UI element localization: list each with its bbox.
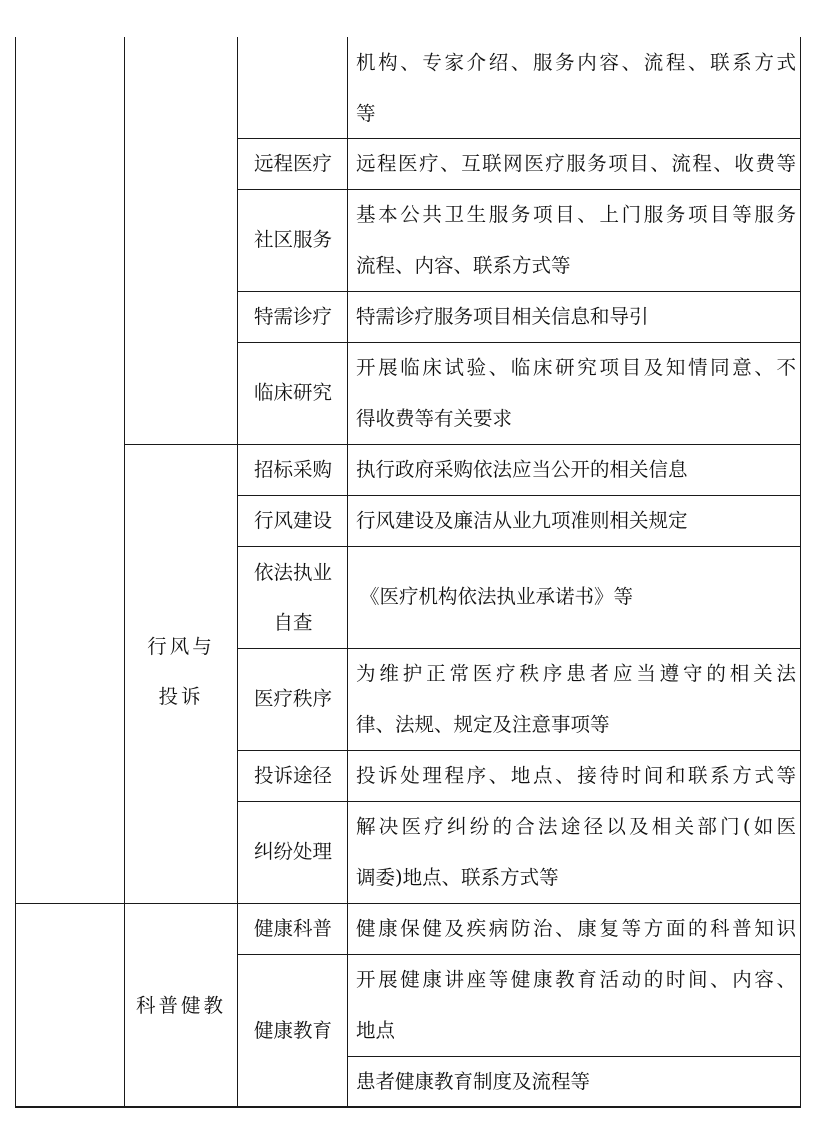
row-item: 健康科普 [253,917,332,940]
row-item [238,548,348,648]
row-item-line: 依法执业 [253,561,332,584]
content-line: 《医疗机构依法执业承诺书》等 [360,585,634,608]
content-line: 得收费等有关要求 [356,407,513,430]
row-item: 临床研究 [253,381,332,404]
row-content [356,291,796,342]
content-line: 律、法规、规定及注意事项等 [356,713,610,736]
content-line: 开展临床试验、临床研究项目及知情同意、不 [356,356,796,379]
row-content [356,801,796,903]
content-line: 机构、专家介绍、服务内容、流程、联系方式 [356,51,796,74]
group-label-line: 行风与 [147,635,215,658]
row-content [356,750,796,801]
row-content [356,342,796,444]
content-line: 健康保健及疾病防治、康复等方面的科普知识 [356,917,796,940]
row-content [356,444,796,495]
row-content [356,954,796,1056]
row-item: 投诉途径 [253,764,332,787]
table-border-right [800,37,801,1108]
row-item: 医疗秩序 [253,687,332,710]
content-line: 特需诊疗服务项目相关信息和导引 [356,305,649,328]
row-item: 纠纷处理 [253,840,332,863]
row-content [356,138,796,189]
row-content [356,1056,796,1107]
row-content [356,37,796,139]
row-content [356,189,796,291]
row-item: 招标采购 [253,458,332,481]
group-label-science: 科普健教 [135,994,226,1017]
content-line: 患者健康教育制度及流程等 [356,1070,591,1093]
table-divider-col1 [124,37,125,1108]
content-line: 行风建设及廉洁从业九项准则相关规定 [356,509,688,532]
content-line: 等 [356,102,376,125]
row-item: 特需诊疗 [253,305,332,328]
content-line: 解决医疗纠纷的合法途径以及相关部门(如医 [356,815,796,838]
content-line: 执行政府采购依法应当公开的相关信息 [356,458,688,481]
content-line: 远程医疗、互联网医疗服务项目、流程、收费等 [356,152,796,175]
content-line: 流程、内容、联系方式等 [356,254,571,277]
row-item: 行风建设 [253,509,332,532]
group-label-conduct [126,622,236,722]
row-item-line: 自查 [273,611,313,634]
table-border-left [15,37,16,1108]
row-content [356,495,796,546]
row-content [356,648,796,750]
content-line: 基本公共卫生服务项目、上门服务项目等服务 [356,203,796,226]
row-item: 远程医疗 [253,152,332,175]
row-content [360,546,800,648]
row-item: 社区服务 [253,228,332,251]
content-line: 开展健康讲座等健康教育活动的时间、内容、 [356,968,796,991]
row-item: 健康教育 [253,1019,332,1042]
group-label-line: 投诉 [158,685,204,708]
row-content [356,903,796,954]
content-line: 为维护正常医疗秩序患者应当遵守的相关法 [356,662,796,685]
content-line: 调委)地点、联系方式等 [356,866,559,889]
content-line: 地点 [356,1019,396,1042]
content-line: 投诉处理程序、地点、接待时间和联系方式等 [356,764,796,787]
